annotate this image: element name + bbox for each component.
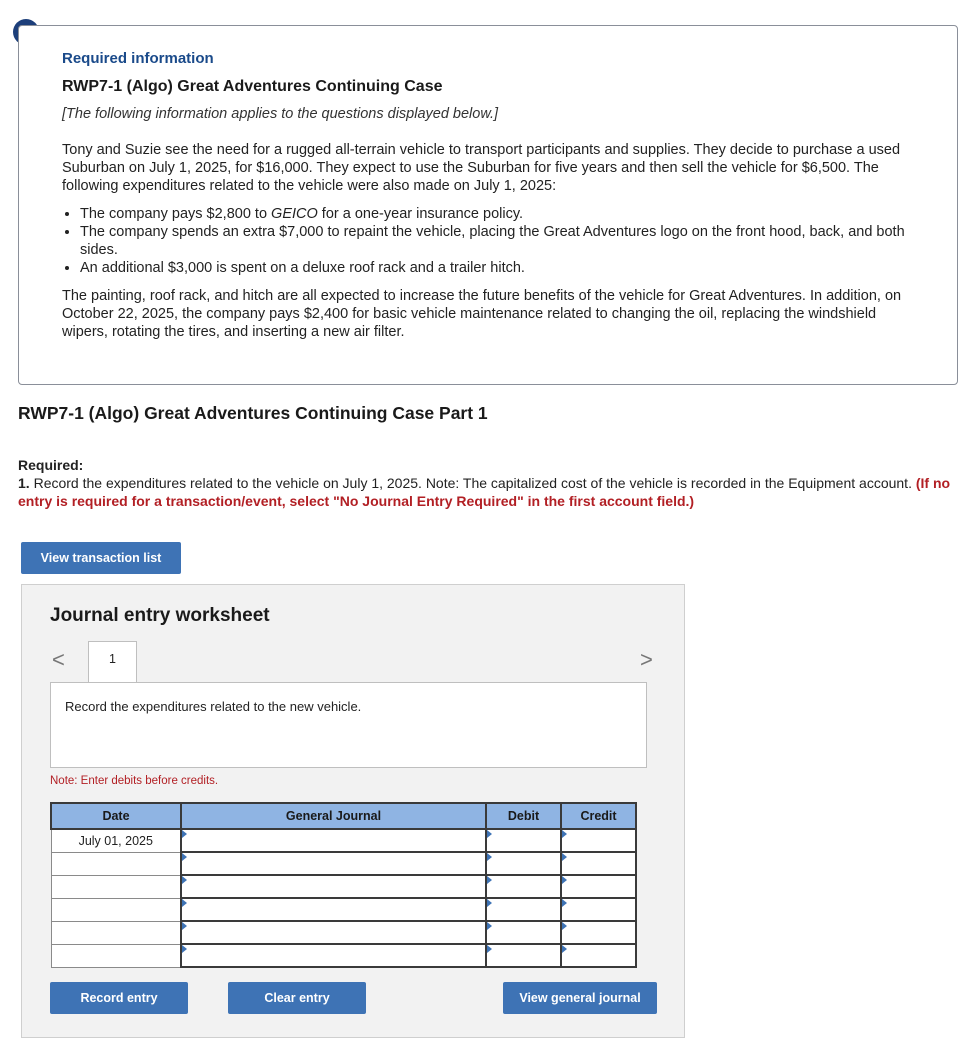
instruction-red-note: (If no entry is required for a transaction/event, select "No Journal Entry Required" in the first account field.) [18,475,951,509]
list-item: • An additional $3,000 is spent on a deluxe roof rack and a trailer hitch. [80,259,922,277]
column-header-date: Date [51,803,181,829]
chevron-left-icon[interactable]: < [52,647,65,672]
table-row [51,921,636,944]
required-information-heading: Required information [62,50,214,67]
debit-input[interactable] [486,898,561,921]
worksheet-prompt-box [50,682,647,768]
credit-input[interactable] [561,898,636,921]
credit-input[interactable] [561,829,636,852]
account-select[interactable] [181,875,486,898]
expenditure-list [62,205,922,277]
view-transaction-list-button[interactable]: View transaction list [21,542,181,574]
table-row [51,852,636,875]
journal-table [50,802,637,968]
date-cell [51,898,181,921]
column-header-credit: Credit [561,803,636,829]
journal-entry-worksheet [21,584,685,1038]
debit-input[interactable] [486,829,561,852]
required-instructions: Required: 1. Record the expenditures related to the vehicle on July 1, 2025. Note: The capitalized cost of the vehicle is recorded in the Equipment account. (If no entry is required for a transaction/event, select "No Journal Entry Required" in the first account field.) [18,456,963,510]
debit-input[interactable] [486,944,561,967]
worksheet-prompt: Record the expenditures related to the new vehicle. [65,699,362,714]
applies-note: [The following information applies to the questions displayed below.] [62,106,499,122]
date-cell [51,944,181,967]
date-cell [51,875,181,898]
account-select[interactable] [181,921,486,944]
required-label: Required: [18,457,84,473]
table-row [51,875,636,898]
debit-input[interactable] [486,875,561,898]
clear-entry-button[interactable]: Clear entry [228,982,366,1014]
worksheet-tab-1[interactable]: 1 [88,641,137,683]
column-header-general-journal: General Journal [181,803,486,829]
credit-input[interactable] [561,875,636,898]
intro-paragraph: Tony and Suzie see the need for a rugged all-terrain vehicle to transport participants and supplies. They decide to purchase a used Suburban on July 1, 2025, for $16,000. They expect to use the Suburban for five years and then sell the vehicle for $6,500. The following expenditures related to the vehicle were also made on July 1, 2025: [62,142,901,194]
case-title: RWP7-1 (Algo) Great Adventures Continuing Case [62,78,443,95]
list-item: • The company spends an extra $7,000 to repaint the vehicle, placing the Great Adventures logo on the front hood, back, and both sides. [80,223,922,259]
date-cell [51,921,181,944]
account-select[interactable] [181,944,486,967]
account-select[interactable] [181,852,486,875]
record-entry-button[interactable]: Record entry [50,982,188,1014]
column-header-debit: Debit [486,803,561,829]
account-select[interactable] [181,898,486,921]
credit-input[interactable] [561,852,636,875]
table-row [51,898,636,921]
debit-input[interactable] [486,852,561,875]
credit-input[interactable] [561,944,636,967]
debits-note: Note: Enter debits before credits. [50,775,219,787]
view-general-journal-button[interactable]: View general journal [503,982,657,1014]
credit-input[interactable] [561,921,636,944]
required-information-panel [18,25,958,385]
chevron-right-icon[interactable]: > [640,647,653,672]
date-cell [51,852,181,875]
date-cell: July 01, 2025 [51,829,181,852]
worksheet-title: Journal entry worksheet [50,605,270,626]
list-item: • The company pays $2,800 to GEICO for a one-year insurance policy. [80,205,922,223]
table-row [51,944,636,967]
closing-paragraph: The painting, roof rack, and hitch are all expected to increase the future benefits of the vehicle for Great Adventures. In addition, on October 22, 2025, the company pays $2,400 for basic vehicle maintenance related to changing the oil, replacing the windshield wipers, rotating the tires, and inserting a new air filter. [62,288,902,340]
account-select[interactable] [181,829,486,852]
part-title: RWP7-1 (Algo) Great Adventures Continuing Case Part 1 [18,403,488,423]
table-row [51,829,636,852]
debit-input[interactable] [486,921,561,944]
